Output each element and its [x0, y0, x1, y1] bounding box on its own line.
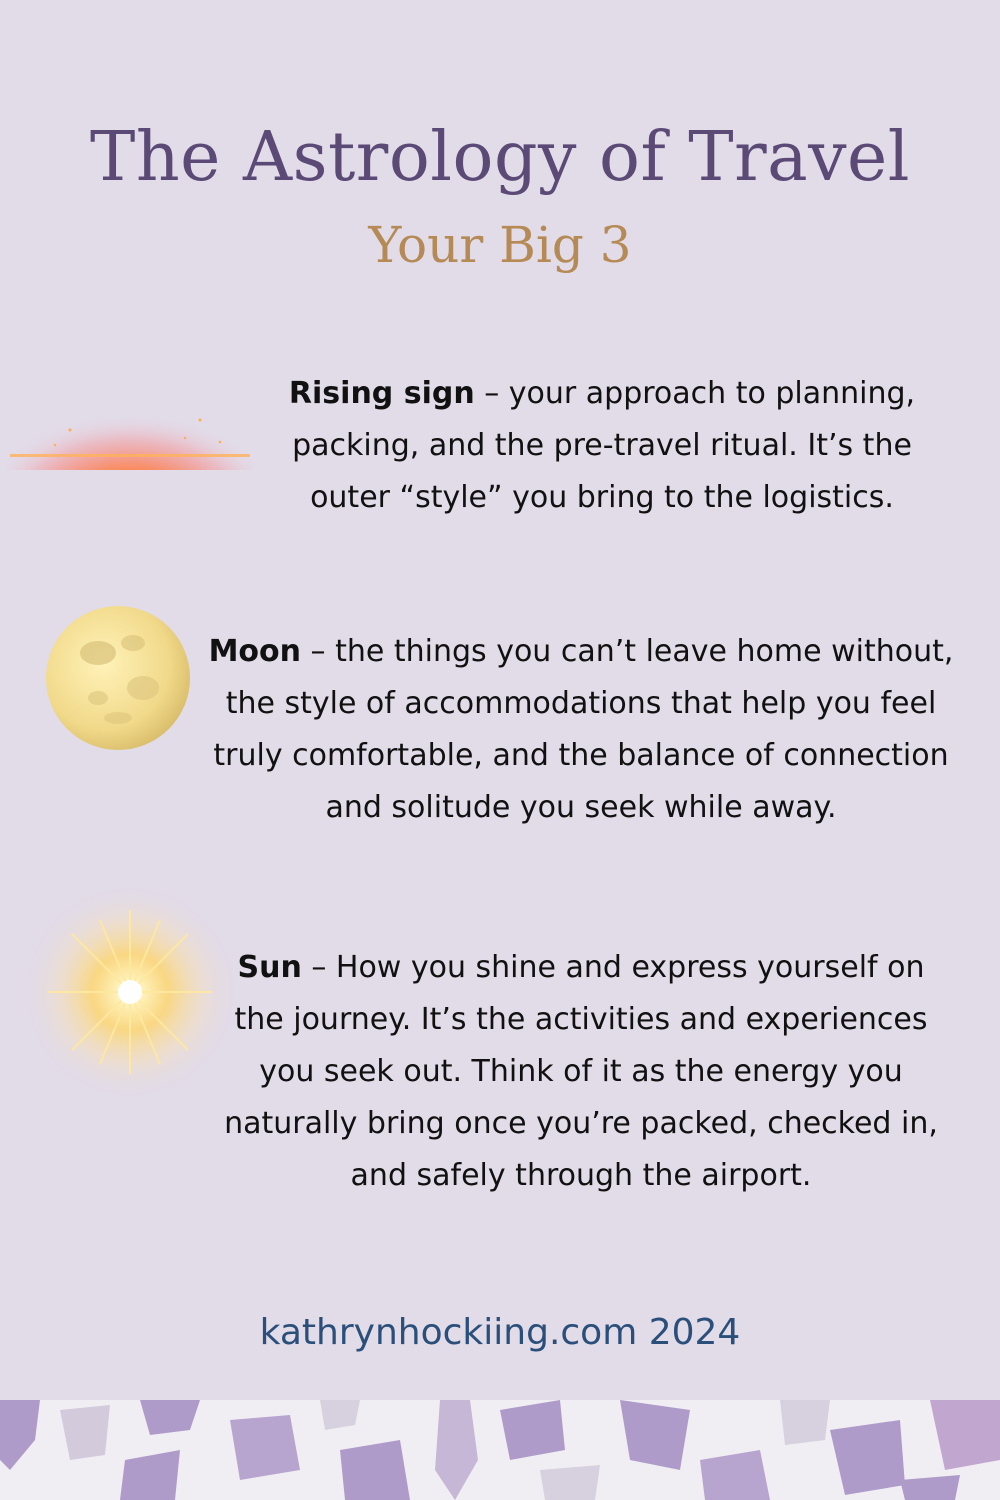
rising-sign-paragraph — [262, 368, 942, 524]
page-subtitle: Your Big 3 — [368, 216, 632, 274]
sun-text: – How you shine and express yourself on the journey. It’s the activities and experiences you seek out. Think of it as the energy you naturally bring once you’re packed, checked in, and safely through the airport. — [224, 950, 938, 1193]
moon-icon — [38, 598, 198, 758]
rising-sign-text: – your approach to planning, packing, and the pre-travel ritual. It’s the outer “style” you bring to the logistics. — [292, 376, 916, 515]
decorative-pattern-border — [0, 1400, 1000, 1500]
moon-text: – the things you can’t leave home without, the style of accommodations that help you feel truly comfortable, and the balance of connection and solitude you seek while away. — [213, 634, 954, 825]
page-title: The Astrology of Travel — [89, 118, 911, 197]
sun-heading: Sun — [237, 950, 302, 985]
rising-sign-heading: Rising sign — [288, 376, 475, 411]
moon-paragraph — [196, 626, 966, 834]
sunrise-icon — [0, 350, 260, 470]
moon-heading: Moon — [208, 634, 302, 669]
sun-paragraph — [216, 942, 946, 1202]
footer-website: kathrynhockiing.com 2024 — [259, 1312, 741, 1353]
